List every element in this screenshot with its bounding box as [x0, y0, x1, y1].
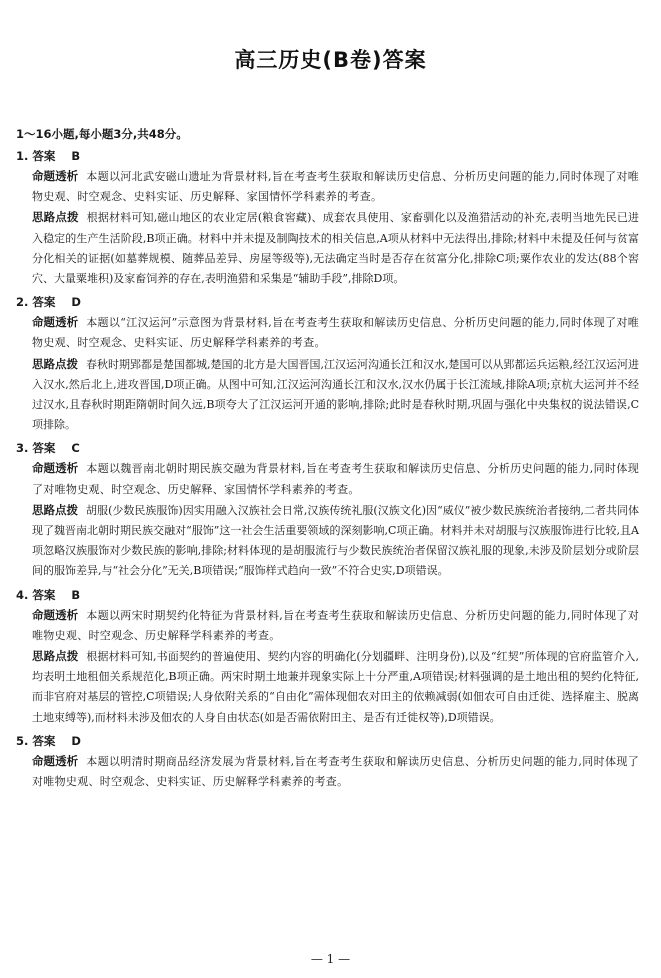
- hint-text: 胡服(少数民族服饰)因实用融入汉族社会日常,汉族传统礼服(汉族文化)因“威仪”被少数民族统治者接纳,二者共同体现了魏晋南北朝时期民族交融对“服饰”这一社会生活重要领域的深刻影响,C项正确。材料并未对胡服与汉族服饰进行比较,且A项忽略汉族服饰对少数民族的影响,排除;材料体现的是胡服流行与少数民族统治者保留汉族礼服的现象,未涉及阶层划分或阶层间的服饰差异,与“社会分化”无关,B项错误;“服饰样式趋向一致”不符合史实,D项错误。: [32, 503, 640, 578]
- analysis-text: 本题以“江汉运河”示意图为背景材料,旨在考查考生获取和解读历史信息、分析历史问题的能力,同时体现了对唯物史观、时空观念、史料实证、历史解释学科素养的考查。: [32, 316, 639, 350]
- question-number: 3.: [16, 441, 29, 456]
- answer-label: 答案: [32, 149, 56, 163]
- question-header: [16, 731, 639, 751]
- analysis-block: [16, 166, 639, 207]
- hint-text: 根据材料可知,磁山地区的农业定居(粮食窖藏)、成套农具使用、家畜驯化以及渔猎活动的补充,表明当地先民已进入稳定的生产生活阶段,B项正确。材料中并未提及制陶技术的相关信息,A项从材料中无法得出,排除;材料中未提及任何与贫富分化相关的证据(如墓葬规模、随葬品差异、房屋等级等),无法确定当时是否存在贫富分化,排除C项;粟作农业的发达(88个窖穴、大量粟堆积)及家畜饲养的存在,表明渔猎和采集是“辅助手段”,排除D项。: [32, 211, 639, 286]
- analysis-label: 命题透析: [32, 753, 79, 768]
- analysis-block: [16, 312, 639, 353]
- question-4: [16, 585, 639, 728]
- analysis-label: 命题透析: [32, 607, 79, 622]
- question-2: [16, 292, 639, 435]
- hint-block: [16, 354, 639, 436]
- analysis-block: [16, 458, 639, 499]
- analysis-label: 命题透析: [32, 169, 79, 183]
- page-number: — 1 —: [310, 952, 351, 966]
- hint-text: 根据材料可知,书面契约的普遍使用、契约内容的明确化(分划疆畔、注明身份),以及“红契”所体现的官府监管介入,均表明土地租佃关系规范化,B项正确。两宋时期土地兼并现象实际上十分严重,A项错误;材料强调的是土地出租的契约化特征,而非官府对基层的管控,C项错误;人身依附关系的“自由化”需体现佃农对田主的依赖减弱(如佃农可自由迁徙、选择雇主、脱离土地束缚等),而材料未涉及佃农的人身自由状态(如是否需依附田主、是否有迁徙权等),D项错误。: [32, 650, 639, 724]
- analysis-block: [16, 605, 639, 646]
- analysis-text: 本题以两宋时期契约化特征为背景材料,旨在考查考生获取和解读历史信息、分析历史问题的能力,同时体现了对唯物史观、时空观念、历史解释学科素养的考查。: [32, 608, 639, 642]
- answer-value: B: [71, 587, 81, 602]
- question-header: [16, 146, 639, 166]
- analysis-block: [16, 751, 639, 792]
- question-5: [16, 731, 639, 792]
- hint-label: 思路点拨: [32, 649, 79, 664]
- answer-label: 答案: [32, 441, 56, 456]
- answer-label: 答案: [32, 587, 56, 602]
- hint-block: [16, 500, 639, 582]
- question-number: 1.: [16, 149, 29, 163]
- analysis-label: 命题透析: [32, 315, 79, 330]
- answer-value: B: [71, 149, 81, 163]
- question-header: [16, 585, 639, 605]
- hint-label: 思路点拨: [32, 356, 79, 371]
- question-header: [16, 438, 639, 458]
- section-intro: 1～16小题,每小题3分,共48分。: [16, 127, 188, 141]
- hint-text: 春秋时期郢都是楚国都城,楚国的北方是大国晋国,江汉运河沟通长江和汉水,楚国可以从郢都运兵运粮,经江汉运河进入汉水,然后北上,进攻晋国,D项正确。从图中可知,江汉运河沟通长江和汉水,汉水仍属于长江流域,排除A项;京杭大运河并不经过汉水,且春秋时期距隋朝时间久远,B项夸大了江汉运河开通的影响,排除;此时是春秋时期,巩固与强化中央集权的说法错误,C项排除。: [32, 357, 640, 432]
- analysis-text: 本题以魏晋南北朝时期民族交融为背景材料,旨在考查考生获取和解读历史信息、分析历史问题的能力,同时体现了对唯物史观、时空观念、历史解释、家国情怀学科素养的考查。: [32, 462, 639, 496]
- question-number: 2.: [16, 295, 29, 310]
- answer-content: [16, 124, 639, 795]
- question-number: 5.: [16, 733, 29, 748]
- hint-block: [16, 207, 639, 289]
- answer-value: C: [71, 441, 80, 456]
- analysis-text: 本题以河北武安磁山遗址为背景材料,旨在考查考生获取和解读历史信息、分析历史问题的能力,同时体现了对唯物史观、时空观念、史料实证、历史解释、家国情怀学科素养的考查。: [32, 170, 639, 204]
- answer-value: D: [71, 295, 81, 310]
- answer-label: 答案: [32, 295, 56, 310]
- question-header: [16, 292, 639, 312]
- hint-block: [16, 646, 639, 728]
- question-number: 4.: [16, 587, 29, 602]
- analysis-label: 命题透析: [32, 461, 79, 476]
- answer-value: D: [71, 733, 81, 748]
- page-title: 高三历史(B卷)答案: [234, 48, 427, 72]
- question-3: [16, 438, 639, 581]
- hint-label: 思路点拨: [32, 210, 79, 225]
- analysis-text: 本题以明清时期商品经济发展为背景材料,旨在考查考生获取和解读历史信息、分析历史问题的能力,同时体现了对唯物史观、时空观念、史料实证、历史解释学科素养的考查。: [32, 754, 639, 789]
- question-1: [16, 146, 639, 289]
- answer-label: 答案: [32, 733, 56, 748]
- hint-label: 思路点拨: [32, 502, 79, 517]
